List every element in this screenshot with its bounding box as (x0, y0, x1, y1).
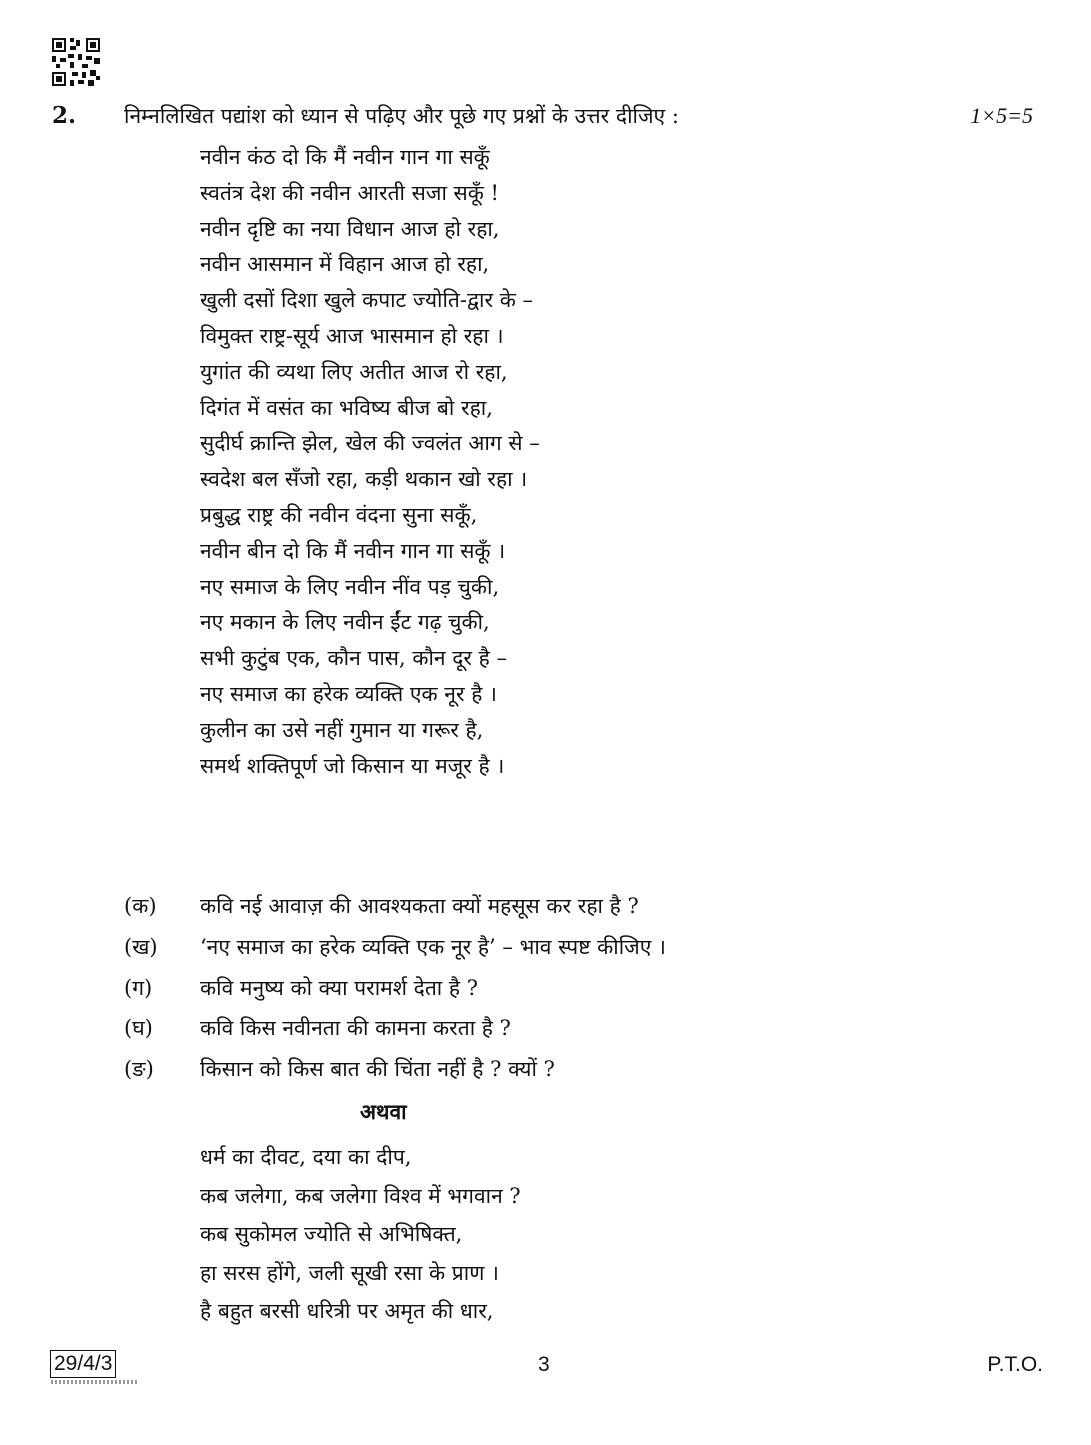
sub-question-label: (क) (124, 894, 157, 918)
poem-line: नए समाज का हरेक व्यक्ति एक नूर है । (200, 681, 498, 706)
sub-question (124, 1008, 666, 1049)
poem-line: कब जलेगा, कब जलेगा विश्व में भगवान ? (200, 1183, 521, 1208)
alternate-poem-passage (200, 1138, 521, 1331)
or-label: अथवा (360, 1099, 407, 1124)
poem-line: नवीन कंठ दो कि मैं नवीन गान गा सकूँ (200, 145, 490, 169)
poem-line: धर्म का दीवट, दया का दीप, (200, 1145, 412, 1169)
poem-line: प्रबुद्ध राष्ट्र की नवीन वंदना सुना सकूँ, (200, 502, 478, 527)
sub-question-text: ‘नए समाज का हरेक व्यक्ति एक नूर है’ – भाव स्पष्ट कीजिए । (200, 934, 666, 959)
sub-question-text: कवि नई आवाज़ की आवश्यकता क्यों महसूस कर रहा है ? (200, 894, 639, 918)
poem-line: स्वतंत्र देश की नवीन आरती सजा सकूँ ! (200, 180, 499, 205)
sub-question-label: (ख) (124, 934, 158, 959)
poem-line: नए मकान के लिए नवीन ईंट गढ़ चुकी, (200, 610, 490, 635)
question-number: 2. (52, 102, 77, 129)
poem-line: नवीन आसमान में विहान आज हो रहा, (200, 252, 490, 277)
qr-code-icon (52, 38, 100, 86)
sub-question-label: (ग) (124, 975, 153, 1000)
poem-line: हा सरस होंगे, जली सूखी रसा के प्राण । (200, 1260, 500, 1285)
sub-question-text: किसान को किस बात की चिंता नहीं है ? क्यों ? (200, 1057, 555, 1082)
poem-line: सुदीर्घ क्रान्ति झेल, खेल की ज्वलंत आग से – (200, 431, 540, 456)
paper-code-barcode (51, 1380, 137, 1384)
sub-question-text: कवि मनुष्य को क्या परामर्श देता है ? (200, 975, 479, 1000)
sub-question-list (124, 886, 666, 1090)
paper-code: 29/4/3 (50, 1350, 116, 1378)
page-number: 3 (538, 1353, 550, 1376)
poem-line: समर्थ शक्तिपूर्ण जो किसान या मजूर है । (200, 753, 505, 778)
poem-line: नवीन दृष्टि का नया विधान आज हो रहा, (200, 216, 500, 241)
poem-passage (200, 140, 540, 784)
poem-line: स्वदेश बल सँजो रहा, कड़ी थकान खो रहा । (200, 467, 528, 492)
poem-line: खुली दसों दिशा खुले कपाट ज्योति-द्वार के – (200, 288, 534, 313)
poem-line: सभी कुटुंब एक, कौन पास, कौन दूर है – (200, 646, 507, 671)
sub-question (124, 886, 666, 927)
please-turn-over: P.T.O. (987, 1353, 1043, 1376)
poem-line: विमुक्त राष्ट्र-सूर्य आज भासमान हो रहा । (200, 323, 504, 348)
poem-line: नवीन बीन दो कि मैं नवीन गान गा सकूँ । (200, 538, 506, 563)
poem-line: नए समाज के लिए नवीन नींव पड़ चुकी, (200, 574, 500, 599)
poem-line: दिगंत में वसंत का भविष्य बीज बो रहा, (200, 395, 493, 420)
sub-question-text: कवि किस नवीनता की कामना करता है ? (200, 1016, 511, 1041)
sub-question (124, 1049, 666, 1090)
sub-question-label: (घ) (124, 1016, 153, 1041)
poem-line: है बहुत बरसी धरित्री पर अमृत की धार, (200, 1299, 494, 1323)
sub-question (124, 927, 666, 968)
poem-line: युगांत की व्यथा लिए अतीत आज रो रहा, (200, 359, 508, 384)
poem-line: कुलीन का उसे नहीं गुमान या गरूर है, (200, 717, 484, 742)
sub-question (124, 968, 666, 1009)
question-instruction: निम्नलिखित पद्यांश को ध्यान से पढ़िए और पूछे गए प्रश्नों के उत्तर दीजिए : (124, 104, 679, 128)
question-marks: 1×5=5 (970, 103, 1033, 128)
sub-question-label: (ङ) (124, 1057, 154, 1082)
poem-line: कब सुकोमल ज्योति से अभिषिक्त, (200, 1222, 463, 1246)
